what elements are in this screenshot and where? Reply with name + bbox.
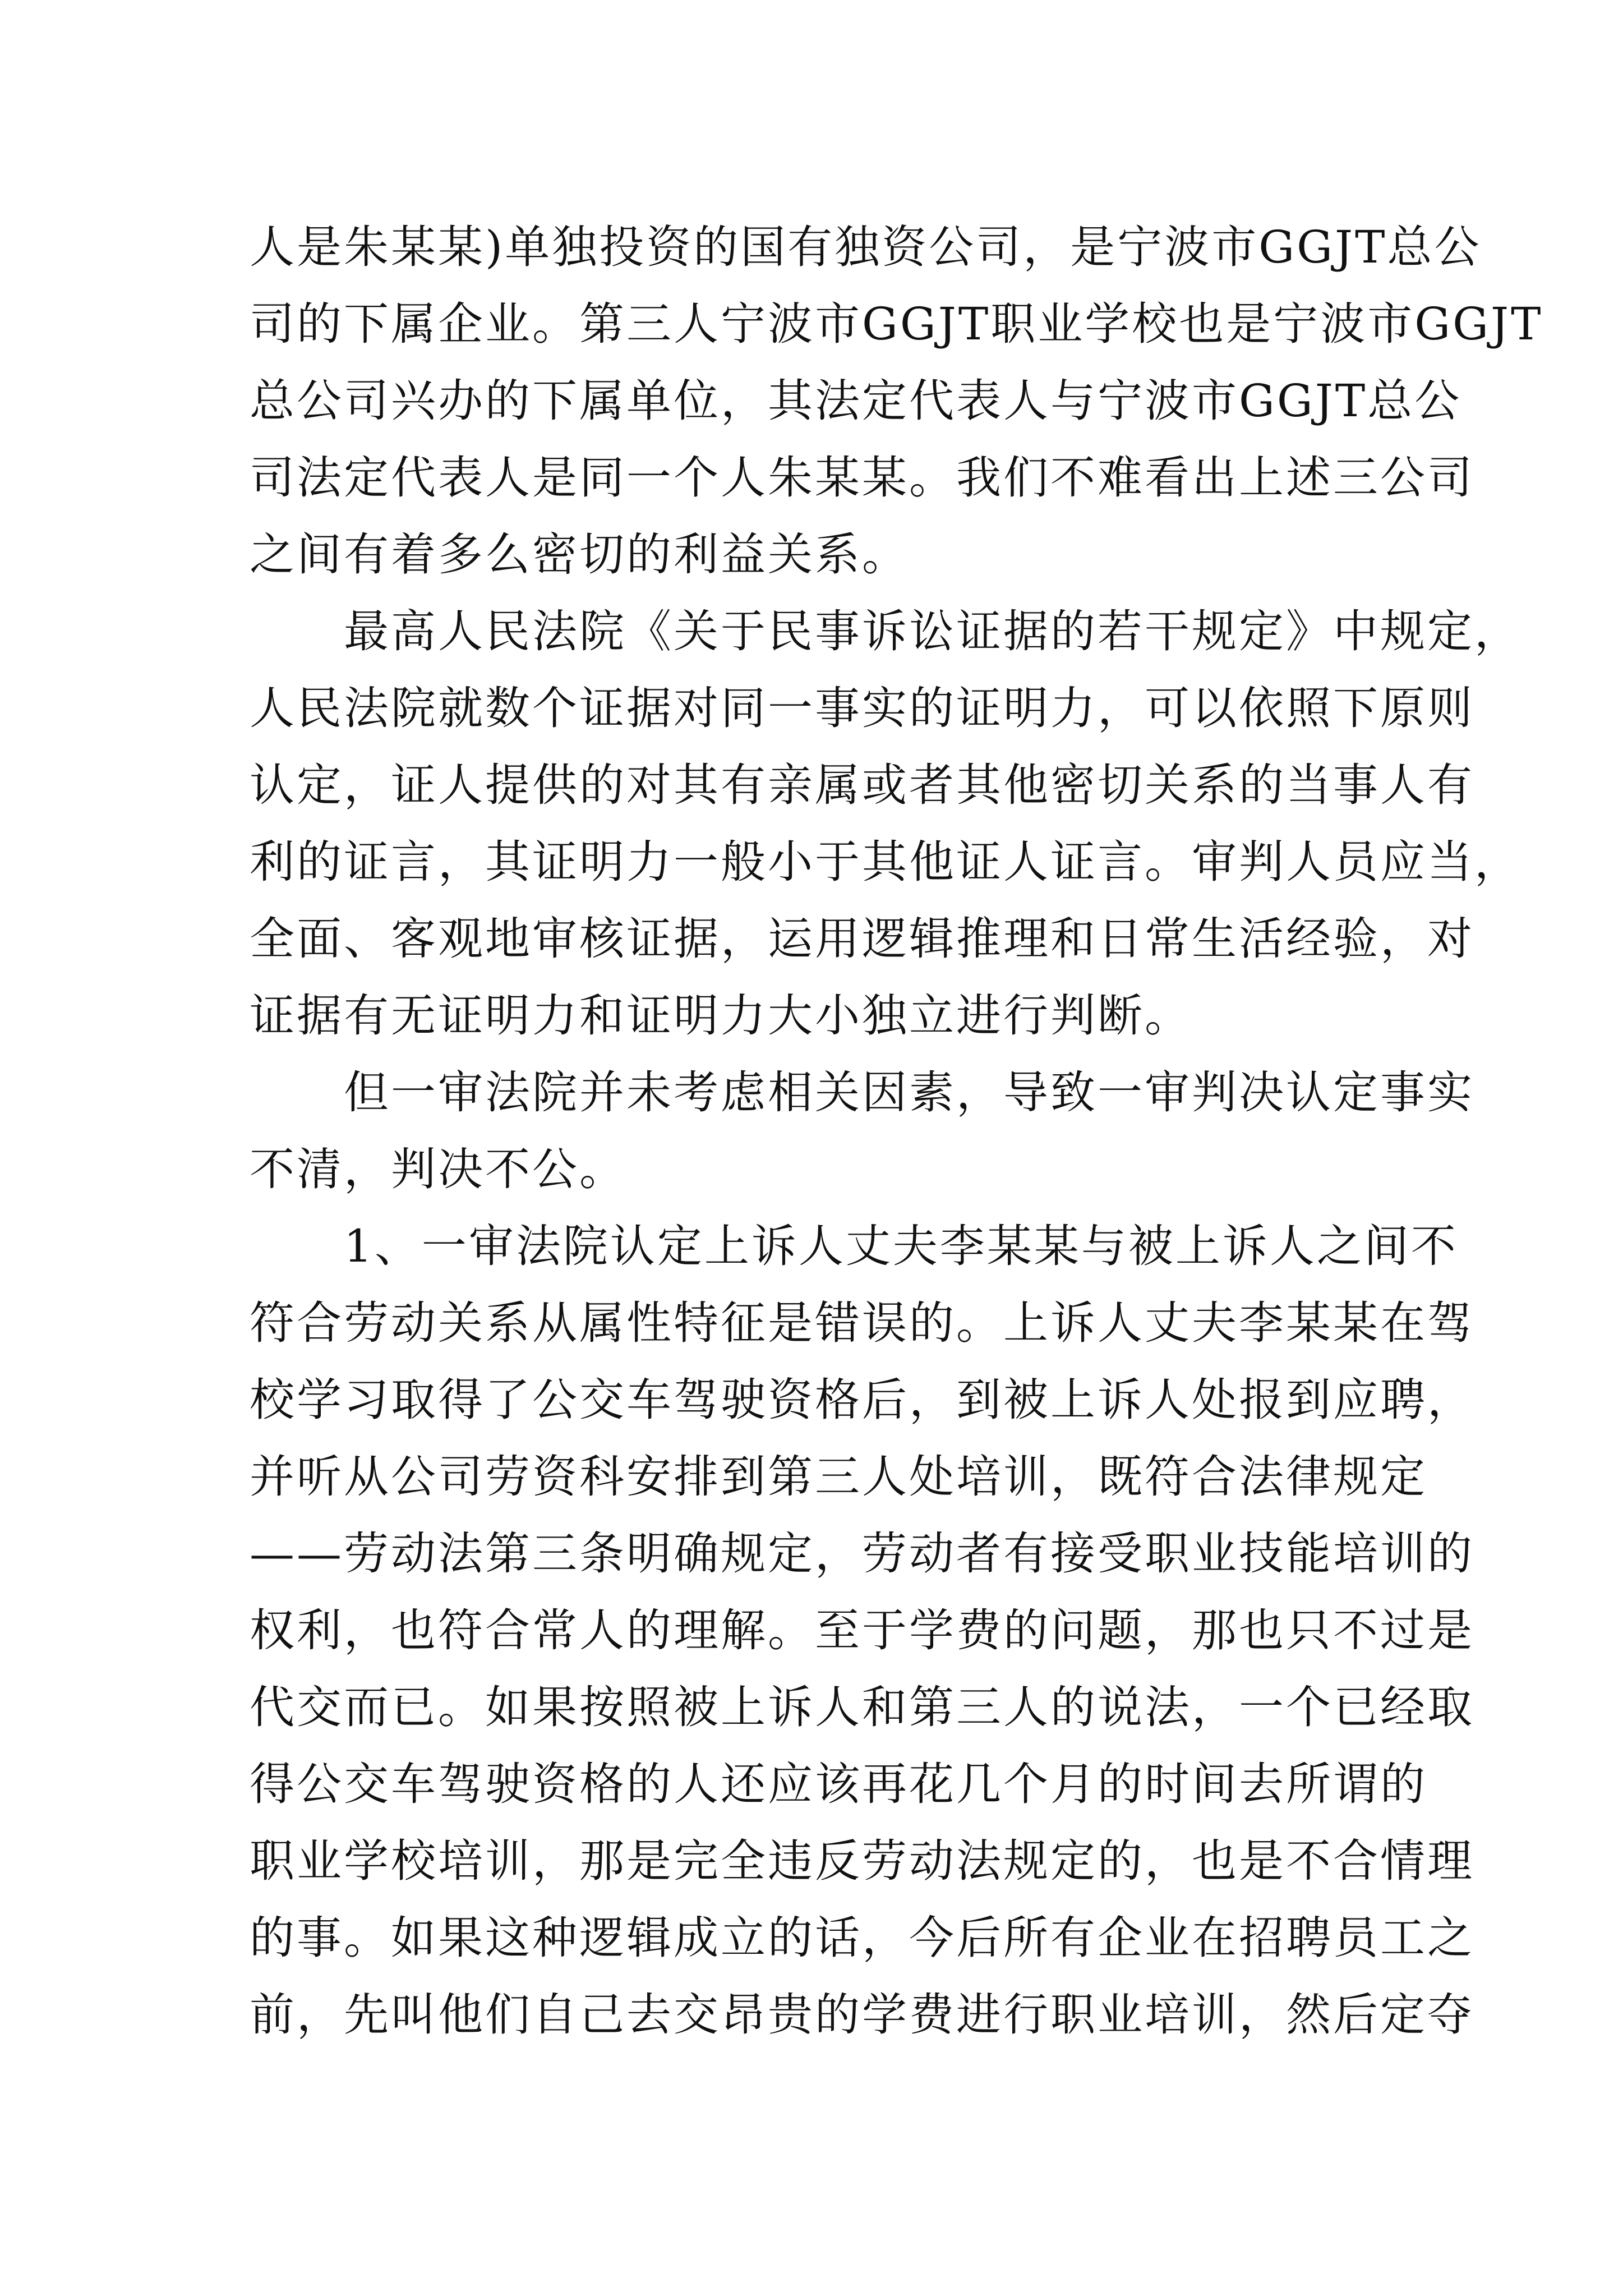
text-line: 并听从公司劳资科安排到第三人处培训，既符合法律规定	[250, 1451, 1427, 1503]
text-line: 证据有无证明力和证明力大小独立进行判断。	[250, 990, 1192, 1042]
text-line: 职业学校培训，那是完全违反劳动法规定的，也是不合情理	[250, 1835, 1474, 1887]
text-line: 但一审法院并未考虑相关因素，导致一审判决认定事实	[344, 1066, 1474, 1119]
text-line: 利的证言，其证明力一般小于其他证人证言。审判人员应当，	[250, 836, 1521, 888]
text-line: 司的下属企业。第三人宁波市GGJT职业学校也是宁波市GGJT	[250, 298, 1543, 350]
text-line: 之间有着多么密切的利益关系。	[250, 528, 909, 581]
text-line: 最高人民法院《关于民事诉讼证据的若干规定》中规定，	[344, 605, 1521, 657]
text-line: 总公司兴办的下属单位，其法定代表人与宁波市GGJT总公	[250, 375, 1462, 427]
text-line: 司法定代表人是同一个人朱某某。我们不难看出上述三公司	[250, 452, 1474, 504]
text-line: 代交而已。如果按照被上诉人和第三人的说法，一个已经取	[250, 1681, 1474, 1733]
text-line: 人是朱某某)单独投资的国有独资公司，是宁波市GGJT总公	[250, 221, 1482, 273]
text-line: 认定，证人提供的对其有亲属或者其他密切关系的当事人有	[250, 759, 1474, 811]
text-line: 前，先叫他们自己去交昂贵的学费进行职业培训，然后定夺	[250, 1989, 1474, 2041]
text-line: 的事。如果这种逻辑成立的话，今后所有企业在招聘员工之	[250, 1912, 1474, 1964]
paragraph-3	[250, 1054, 1474, 1208]
body-text	[250, 209, 1543, 2053]
text-line: 符合劳动关系从属性特征是错误的。上诉人丈夫李某某在驾	[250, 1297, 1474, 1349]
text-line: 权利，也符合常人的理解。至于学费的问题，那也只不过是	[250, 1604, 1474, 1657]
text-line: 人民法院就数个证据对同一事实的证明力，可以依照下原则	[250, 682, 1474, 734]
text-line: 不清，判决不公。	[250, 1143, 626, 1195]
paragraph-2	[250, 593, 1521, 1054]
text-line: 1、一审法院认定上诉人丈夫李某某与被上诉人之间不	[344, 1220, 1458, 1272]
text-line: 得公交车驾驶资格的人还应该再花几个月的时间去所谓的	[250, 1758, 1427, 1810]
text-line: ——劳动法第三条明确规定，劳动者有接受职业技能培训的	[250, 1527, 1474, 1580]
paragraph-1	[250, 209, 1543, 593]
text-line: 校学习取得了公交车驾驶资格后，到被上诉人处报到应聘，	[250, 1374, 1474, 1426]
paragraph-4	[250, 1208, 1474, 2053]
text-line: 全面、客观地审核证据，运用逻辑推理和日常生活经验，对	[250, 913, 1474, 965]
